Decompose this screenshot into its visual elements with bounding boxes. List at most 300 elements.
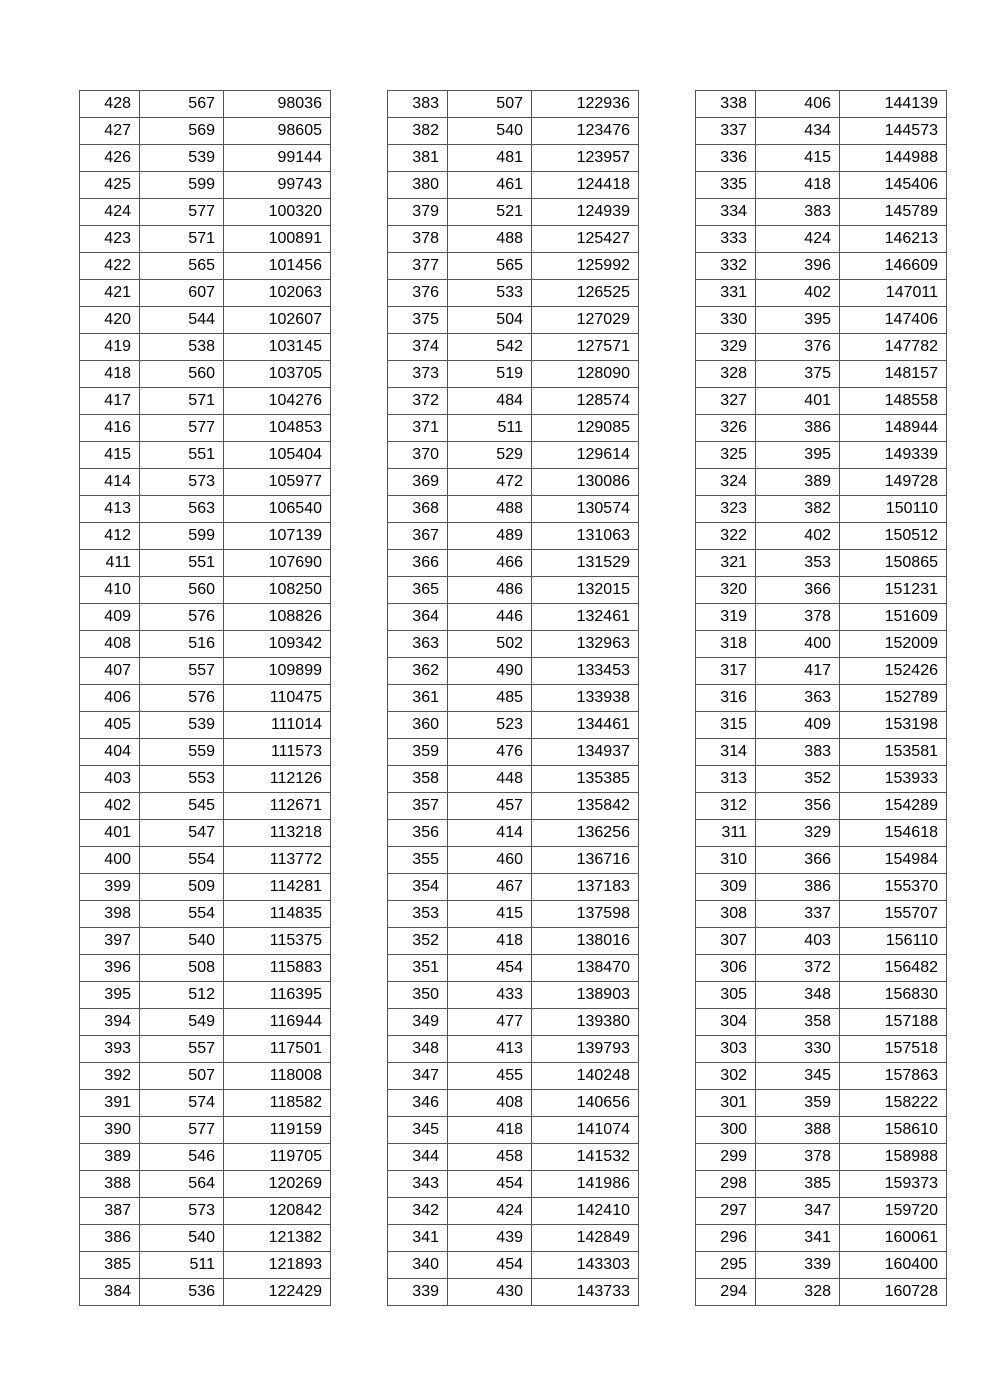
table-row bbox=[696, 496, 947, 523]
score-cell: 339 bbox=[388, 1279, 448, 1306]
table-row bbox=[80, 1063, 331, 1090]
score-cell: 372 bbox=[388, 388, 448, 415]
count-cell: 460 bbox=[448, 847, 532, 874]
table-row bbox=[388, 307, 639, 334]
count-cell: 341 bbox=[756, 1225, 840, 1252]
score-table-3 bbox=[695, 90, 947, 1306]
count-cell: 461 bbox=[448, 172, 532, 199]
score-cell: 395 bbox=[80, 982, 140, 1009]
cumulative-cell: 136716 bbox=[532, 847, 639, 874]
score-cell: 426 bbox=[80, 145, 140, 172]
table-row bbox=[696, 766, 947, 793]
cumulative-cell: 153933 bbox=[840, 766, 947, 793]
cumulative-cell: 111014 bbox=[224, 712, 331, 739]
count-cell: 467 bbox=[448, 874, 532, 901]
score-cell: 376 bbox=[388, 280, 448, 307]
count-cell: 557 bbox=[140, 658, 224, 685]
table-row bbox=[388, 118, 639, 145]
score-cell: 331 bbox=[696, 280, 756, 307]
cumulative-cell: 132015 bbox=[532, 577, 639, 604]
table-row bbox=[80, 361, 331, 388]
count-cell: 573 bbox=[140, 1198, 224, 1225]
count-cell: 549 bbox=[140, 1009, 224, 1036]
table-row bbox=[80, 442, 331, 469]
count-cell: 454 bbox=[448, 955, 532, 982]
count-cell: 476 bbox=[448, 739, 532, 766]
score-cell: 319 bbox=[696, 604, 756, 631]
count-cell: 424 bbox=[756, 226, 840, 253]
score-cell: 329 bbox=[696, 334, 756, 361]
cumulative-cell: 147011 bbox=[840, 280, 947, 307]
count-cell: 544 bbox=[140, 307, 224, 334]
table-row bbox=[696, 1171, 947, 1198]
score-cell: 297 bbox=[696, 1198, 756, 1225]
table-row bbox=[388, 1063, 639, 1090]
cumulative-cell: 133453 bbox=[532, 658, 639, 685]
cumulative-cell: 153581 bbox=[840, 739, 947, 766]
table-row bbox=[696, 1117, 947, 1144]
cumulative-cell: 144573 bbox=[840, 118, 947, 145]
count-cell: 481 bbox=[448, 145, 532, 172]
table-row bbox=[696, 280, 947, 307]
score-cell: 401 bbox=[80, 820, 140, 847]
cumulative-cell: 130086 bbox=[532, 469, 639, 496]
cumulative-cell: 105977 bbox=[224, 469, 331, 496]
score-cell: 371 bbox=[388, 415, 448, 442]
table-row bbox=[388, 226, 639, 253]
score-cell: 325 bbox=[696, 442, 756, 469]
count-cell: 519 bbox=[448, 361, 532, 388]
table-row bbox=[80, 631, 331, 658]
score-cell: 414 bbox=[80, 469, 140, 496]
cumulative-cell: 132461 bbox=[532, 604, 639, 631]
score-cell: 404 bbox=[80, 739, 140, 766]
count-cell: 577 bbox=[140, 199, 224, 226]
count-cell: 363 bbox=[756, 685, 840, 712]
score-cell: 314 bbox=[696, 739, 756, 766]
count-cell: 418 bbox=[756, 172, 840, 199]
cumulative-cell: 156110 bbox=[840, 928, 947, 955]
table-row bbox=[80, 928, 331, 955]
table-row bbox=[388, 874, 639, 901]
cumulative-cell: 122429 bbox=[224, 1279, 331, 1306]
count-cell: 511 bbox=[448, 415, 532, 442]
table-row bbox=[388, 982, 639, 1009]
count-cell: 599 bbox=[140, 523, 224, 550]
score-cell: 377 bbox=[388, 253, 448, 280]
table-row bbox=[80, 415, 331, 442]
count-cell: 564 bbox=[140, 1171, 224, 1198]
table-row bbox=[388, 361, 639, 388]
table-row bbox=[388, 847, 639, 874]
count-cell: 455 bbox=[448, 1063, 532, 1090]
count-cell: 375 bbox=[756, 361, 840, 388]
table-row bbox=[696, 334, 947, 361]
cumulative-cell: 137183 bbox=[532, 874, 639, 901]
score-cell: 324 bbox=[696, 469, 756, 496]
cumulative-cell: 145406 bbox=[840, 172, 947, 199]
count-cell: 378 bbox=[756, 1144, 840, 1171]
score-cell: 394 bbox=[80, 1009, 140, 1036]
count-cell: 567 bbox=[140, 91, 224, 118]
score-cell: 318 bbox=[696, 631, 756, 658]
count-cell: 484 bbox=[448, 388, 532, 415]
score-cell: 363 bbox=[388, 631, 448, 658]
count-cell: 553 bbox=[140, 766, 224, 793]
score-cell: 427 bbox=[80, 118, 140, 145]
cumulative-cell: 103705 bbox=[224, 361, 331, 388]
score-cell: 352 bbox=[388, 928, 448, 955]
cumulative-cell: 109342 bbox=[224, 631, 331, 658]
table-row bbox=[696, 739, 947, 766]
count-cell: 545 bbox=[140, 793, 224, 820]
table-row bbox=[80, 91, 331, 118]
cumulative-cell: 156830 bbox=[840, 982, 947, 1009]
score-cell: 328 bbox=[696, 361, 756, 388]
cumulative-cell: 102607 bbox=[224, 307, 331, 334]
score-cell: 306 bbox=[696, 955, 756, 982]
count-cell: 542 bbox=[448, 334, 532, 361]
score-cell: 409 bbox=[80, 604, 140, 631]
score-cell: 410 bbox=[80, 577, 140, 604]
count-cell: 347 bbox=[756, 1198, 840, 1225]
score-cell: 416 bbox=[80, 415, 140, 442]
count-cell: 540 bbox=[140, 1225, 224, 1252]
cumulative-cell: 131529 bbox=[532, 550, 639, 577]
cumulative-cell: 121893 bbox=[224, 1252, 331, 1279]
table-row bbox=[388, 199, 639, 226]
score-cell: 298 bbox=[696, 1171, 756, 1198]
count-cell: 417 bbox=[756, 658, 840, 685]
cumulative-cell: 139793 bbox=[532, 1036, 639, 1063]
table-row bbox=[388, 685, 639, 712]
score-cell: 379 bbox=[388, 199, 448, 226]
score-cell: 370 bbox=[388, 442, 448, 469]
table-row bbox=[388, 496, 639, 523]
count-cell: 378 bbox=[756, 604, 840, 631]
count-cell: 403 bbox=[756, 928, 840, 955]
count-cell: 560 bbox=[140, 577, 224, 604]
score-cell: 418 bbox=[80, 361, 140, 388]
score-cell: 316 bbox=[696, 685, 756, 712]
count-cell: 502 bbox=[448, 631, 532, 658]
count-cell: 472 bbox=[448, 469, 532, 496]
count-cell: 418 bbox=[448, 928, 532, 955]
score-cell: 362 bbox=[388, 658, 448, 685]
count-cell: 386 bbox=[756, 874, 840, 901]
cumulative-cell: 104853 bbox=[224, 415, 331, 442]
count-cell: 434 bbox=[756, 118, 840, 145]
cumulative-cell: 147782 bbox=[840, 334, 947, 361]
count-cell: 396 bbox=[756, 253, 840, 280]
count-cell: 402 bbox=[756, 280, 840, 307]
score-cell: 412 bbox=[80, 523, 140, 550]
score-cell: 387 bbox=[80, 1198, 140, 1225]
score-cell: 357 bbox=[388, 793, 448, 820]
cumulative-cell: 109899 bbox=[224, 658, 331, 685]
score-cell: 408 bbox=[80, 631, 140, 658]
score-cell: 375 bbox=[388, 307, 448, 334]
count-cell: 395 bbox=[756, 307, 840, 334]
table-row bbox=[388, 145, 639, 172]
count-cell: 477 bbox=[448, 1009, 532, 1036]
score-cell: 368 bbox=[388, 496, 448, 523]
cumulative-cell: 104276 bbox=[224, 388, 331, 415]
table-row bbox=[388, 253, 639, 280]
count-cell: 507 bbox=[140, 1063, 224, 1090]
table-row bbox=[80, 577, 331, 604]
table-row bbox=[388, 388, 639, 415]
table-row bbox=[388, 1252, 639, 1279]
table-row bbox=[696, 1063, 947, 1090]
score-cell: 381 bbox=[388, 145, 448, 172]
count-cell: 546 bbox=[140, 1144, 224, 1171]
table-row bbox=[696, 388, 947, 415]
count-cell: 569 bbox=[140, 118, 224, 145]
cumulative-cell: 146213 bbox=[840, 226, 947, 253]
score-cell: 403 bbox=[80, 766, 140, 793]
cumulative-cell: 114281 bbox=[224, 874, 331, 901]
table-row bbox=[80, 1171, 331, 1198]
cumulative-cell: 155370 bbox=[840, 874, 947, 901]
cumulative-cell: 158988 bbox=[840, 1144, 947, 1171]
cumulative-cell: 115883 bbox=[224, 955, 331, 982]
score-cell: 407 bbox=[80, 658, 140, 685]
table-row bbox=[388, 442, 639, 469]
count-cell: 395 bbox=[756, 442, 840, 469]
table-row bbox=[388, 631, 639, 658]
count-cell: 551 bbox=[140, 442, 224, 469]
table-row bbox=[80, 1144, 331, 1171]
score-cell: 425 bbox=[80, 172, 140, 199]
score-cell: 405 bbox=[80, 712, 140, 739]
count-cell: 571 bbox=[140, 226, 224, 253]
table-row bbox=[388, 1171, 639, 1198]
score-cell: 380 bbox=[388, 172, 448, 199]
cumulative-cell: 140248 bbox=[532, 1063, 639, 1090]
table-row bbox=[696, 253, 947, 280]
cumulative-cell: 113218 bbox=[224, 820, 331, 847]
cumulative-cell: 111573 bbox=[224, 739, 331, 766]
table-row bbox=[696, 361, 947, 388]
score-cell: 333 bbox=[696, 226, 756, 253]
table-row bbox=[388, 955, 639, 982]
score-cell: 330 bbox=[696, 307, 756, 334]
count-cell: 358 bbox=[756, 1009, 840, 1036]
cumulative-cell: 160728 bbox=[840, 1279, 947, 1306]
cumulative-cell: 122936 bbox=[532, 91, 639, 118]
table-row bbox=[80, 1009, 331, 1036]
count-cell: 385 bbox=[756, 1171, 840, 1198]
cumulative-cell: 146609 bbox=[840, 253, 947, 280]
score-cell: 322 bbox=[696, 523, 756, 550]
count-cell: 366 bbox=[756, 577, 840, 604]
cumulative-cell: 129085 bbox=[532, 415, 639, 442]
count-cell: 554 bbox=[140, 847, 224, 874]
score-cell: 415 bbox=[80, 442, 140, 469]
table-row bbox=[696, 1036, 947, 1063]
table-row bbox=[696, 982, 947, 1009]
count-cell: 372 bbox=[756, 955, 840, 982]
table-row bbox=[80, 118, 331, 145]
cumulative-cell: 140656 bbox=[532, 1090, 639, 1117]
cumulative-cell: 116944 bbox=[224, 1009, 331, 1036]
table-row bbox=[388, 1198, 639, 1225]
table-row bbox=[80, 334, 331, 361]
count-cell: 386 bbox=[756, 415, 840, 442]
cumulative-cell: 154289 bbox=[840, 793, 947, 820]
table-row bbox=[388, 550, 639, 577]
score-cell: 373 bbox=[388, 361, 448, 388]
count-cell: 448 bbox=[448, 766, 532, 793]
cumulative-cell: 118008 bbox=[224, 1063, 331, 1090]
table-row bbox=[696, 1009, 947, 1036]
count-cell: 533 bbox=[448, 280, 532, 307]
table-row bbox=[388, 604, 639, 631]
score-cell: 391 bbox=[80, 1090, 140, 1117]
score-cell: 345 bbox=[388, 1117, 448, 1144]
cumulative-cell: 100891 bbox=[224, 226, 331, 253]
score-cell: 321 bbox=[696, 550, 756, 577]
count-cell: 446 bbox=[448, 604, 532, 631]
table-row bbox=[696, 91, 947, 118]
table-row bbox=[696, 901, 947, 928]
cumulative-cell: 148944 bbox=[840, 415, 947, 442]
table-row bbox=[696, 1252, 947, 1279]
count-cell: 337 bbox=[756, 901, 840, 928]
score-cell: 422 bbox=[80, 253, 140, 280]
cumulative-cell: 158610 bbox=[840, 1117, 947, 1144]
score-cell: 400 bbox=[80, 847, 140, 874]
count-cell: 406 bbox=[756, 91, 840, 118]
cumulative-cell: 157188 bbox=[840, 1009, 947, 1036]
table-row bbox=[80, 982, 331, 1009]
table-row bbox=[696, 550, 947, 577]
table-row bbox=[388, 577, 639, 604]
count-cell: 512 bbox=[140, 982, 224, 1009]
score-cell: 406 bbox=[80, 685, 140, 712]
count-cell: 560 bbox=[140, 361, 224, 388]
count-cell: 389 bbox=[756, 469, 840, 496]
cumulative-cell: 118582 bbox=[224, 1090, 331, 1117]
count-cell: 339 bbox=[756, 1252, 840, 1279]
score-cell: 338 bbox=[696, 91, 756, 118]
cumulative-cell: 150512 bbox=[840, 523, 947, 550]
count-cell: 577 bbox=[140, 1117, 224, 1144]
count-cell: 559 bbox=[140, 739, 224, 766]
score-cell: 396 bbox=[80, 955, 140, 982]
score-cell: 347 bbox=[388, 1063, 448, 1090]
score-cell: 355 bbox=[388, 847, 448, 874]
score-cell: 301 bbox=[696, 1090, 756, 1117]
score-cell: 366 bbox=[388, 550, 448, 577]
table-row bbox=[696, 1279, 947, 1306]
table-row bbox=[80, 388, 331, 415]
cumulative-cell: 144139 bbox=[840, 91, 947, 118]
cumulative-cell: 130574 bbox=[532, 496, 639, 523]
table-row bbox=[80, 739, 331, 766]
cumulative-cell: 141986 bbox=[532, 1171, 639, 1198]
count-cell: 418 bbox=[448, 1117, 532, 1144]
table-row bbox=[696, 955, 947, 982]
score-cell: 308 bbox=[696, 901, 756, 928]
cumulative-cell: 107690 bbox=[224, 550, 331, 577]
cumulative-cell: 144988 bbox=[840, 145, 947, 172]
cumulative-cell: 119705 bbox=[224, 1144, 331, 1171]
cumulative-cell: 138016 bbox=[532, 928, 639, 955]
count-cell: 485 bbox=[448, 685, 532, 712]
table-row bbox=[80, 1198, 331, 1225]
score-table-2 bbox=[387, 90, 639, 1306]
cumulative-cell: 126525 bbox=[532, 280, 639, 307]
count-cell: 353 bbox=[756, 550, 840, 577]
table-row bbox=[80, 793, 331, 820]
cumulative-cell: 132963 bbox=[532, 631, 639, 658]
score-cell: 302 bbox=[696, 1063, 756, 1090]
table-row bbox=[80, 658, 331, 685]
count-cell: 523 bbox=[448, 712, 532, 739]
score-cell: 420 bbox=[80, 307, 140, 334]
count-cell: 330 bbox=[756, 1036, 840, 1063]
count-cell: 504 bbox=[448, 307, 532, 334]
score-cell: 307 bbox=[696, 928, 756, 955]
score-cell: 399 bbox=[80, 874, 140, 901]
table-row bbox=[388, 1117, 639, 1144]
score-cell: 392 bbox=[80, 1063, 140, 1090]
count-cell: 402 bbox=[756, 523, 840, 550]
score-cell: 378 bbox=[388, 226, 448, 253]
table-row bbox=[80, 1117, 331, 1144]
table-row bbox=[388, 1009, 639, 1036]
count-cell: 415 bbox=[756, 145, 840, 172]
cumulative-cell: 119159 bbox=[224, 1117, 331, 1144]
count-cell: 413 bbox=[448, 1036, 532, 1063]
score-cell: 354 bbox=[388, 874, 448, 901]
table-row bbox=[696, 793, 947, 820]
score-cell: 305 bbox=[696, 982, 756, 1009]
cumulative-cell: 125992 bbox=[532, 253, 639, 280]
count-cell: 557 bbox=[140, 1036, 224, 1063]
table-row bbox=[696, 577, 947, 604]
score-cell: 398 bbox=[80, 901, 140, 928]
table-row bbox=[696, 1144, 947, 1171]
cumulative-cell: 141532 bbox=[532, 1144, 639, 1171]
count-cell: 563 bbox=[140, 496, 224, 523]
count-cell: 359 bbox=[756, 1090, 840, 1117]
cumulative-cell: 125427 bbox=[532, 226, 639, 253]
table-row bbox=[388, 1090, 639, 1117]
cumulative-cell: 135842 bbox=[532, 793, 639, 820]
count-cell: 551 bbox=[140, 550, 224, 577]
table-row bbox=[80, 685, 331, 712]
cumulative-cell: 135385 bbox=[532, 766, 639, 793]
count-cell: 565 bbox=[448, 253, 532, 280]
score-cell: 384 bbox=[80, 1279, 140, 1306]
count-cell: 573 bbox=[140, 469, 224, 496]
score-cell: 382 bbox=[388, 118, 448, 145]
score-cell: 369 bbox=[388, 469, 448, 496]
cumulative-cell: 107139 bbox=[224, 523, 331, 550]
count-cell: 348 bbox=[756, 982, 840, 1009]
score-cell: 296 bbox=[696, 1225, 756, 1252]
table-row bbox=[696, 226, 947, 253]
table-row bbox=[696, 1090, 947, 1117]
table-row bbox=[80, 847, 331, 874]
table-row bbox=[80, 1279, 331, 1306]
score-cell: 342 bbox=[388, 1198, 448, 1225]
score-cell: 334 bbox=[696, 199, 756, 226]
count-cell: 521 bbox=[448, 199, 532, 226]
